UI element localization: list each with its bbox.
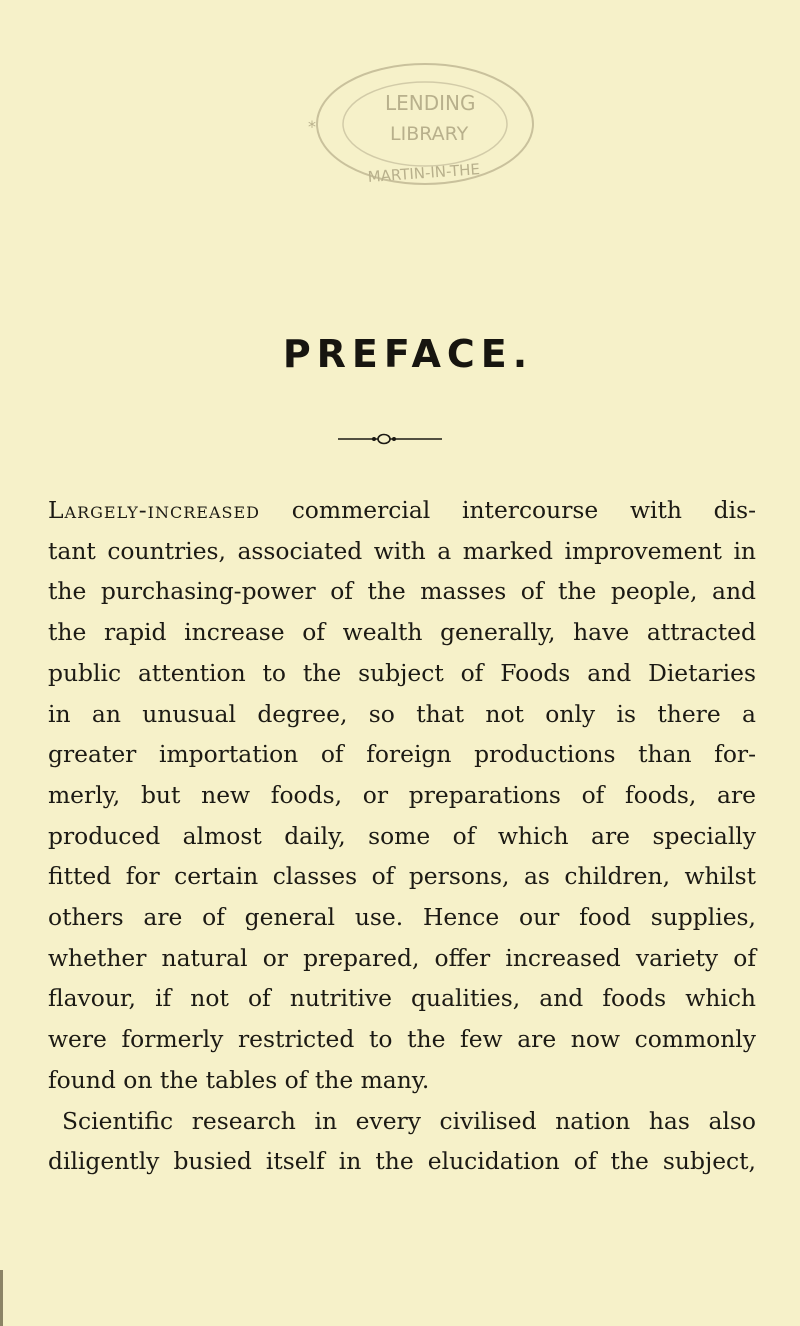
- text-line: the purchasing-power of the masses of the people, and: [48, 577, 756, 606]
- text-line: tant countries, associated with a marked improvement in: [48, 536, 756, 565]
- text-line: in an unusual degree, so that not only is there a: [48, 699, 756, 728]
- svg-text:*: *: [308, 117, 316, 136]
- text-line: found on the tables of the many.: [48, 1065, 430, 1094]
- stamp-line-3: MARTIN-IN-THE: [367, 160, 481, 186]
- text-line: produced almost daily, some of which are specially: [48, 821, 756, 850]
- text-line: others are of general use. Hence our food supplies,: [48, 903, 756, 932]
- stamp-line-1: LENDING: [385, 91, 476, 115]
- paragraph-lead-words: Largely-increased: [48, 496, 260, 524]
- paragraph-1-line-1: Largely-increased commercial intercourse with dis-: [48, 496, 756, 524]
- page-title: PREFACE.: [282, 332, 534, 376]
- paragraph-2-line-1: Scientific research in every civilised nation has also: [62, 1106, 756, 1135]
- text-line: fitted for certain classes of persons, as children, whilst: [48, 862, 756, 891]
- text-line: merly, but new foods, or preparations of foods, are: [48, 780, 756, 809]
- text-line: greater importation of foreign productions than for-: [48, 740, 756, 769]
- ornamental-rule: [334, 432, 446, 446]
- text-line: were formerly restricted to the few are now commonly: [48, 1025, 756, 1054]
- text-line: the rapid increase of wealth generally, have attracted: [48, 618, 756, 647]
- text-line: flavour, if not of nutritive qualities, and foods which: [48, 984, 756, 1013]
- preface-body: [48, 490, 756, 1182]
- text-line: diligently busied itself in the elucidation of the subject,: [48, 1147, 756, 1176]
- stamp-line-2: LIBRARY: [390, 123, 469, 145]
- text-line: whether natural or prepared, offer increased variety of: [48, 943, 756, 972]
- text-line: public attention to the subject of Foods and Dietaries: [48, 658, 756, 687]
- page-edge-mark: [0, 1270, 3, 1326]
- library-stamp: [300, 62, 550, 202]
